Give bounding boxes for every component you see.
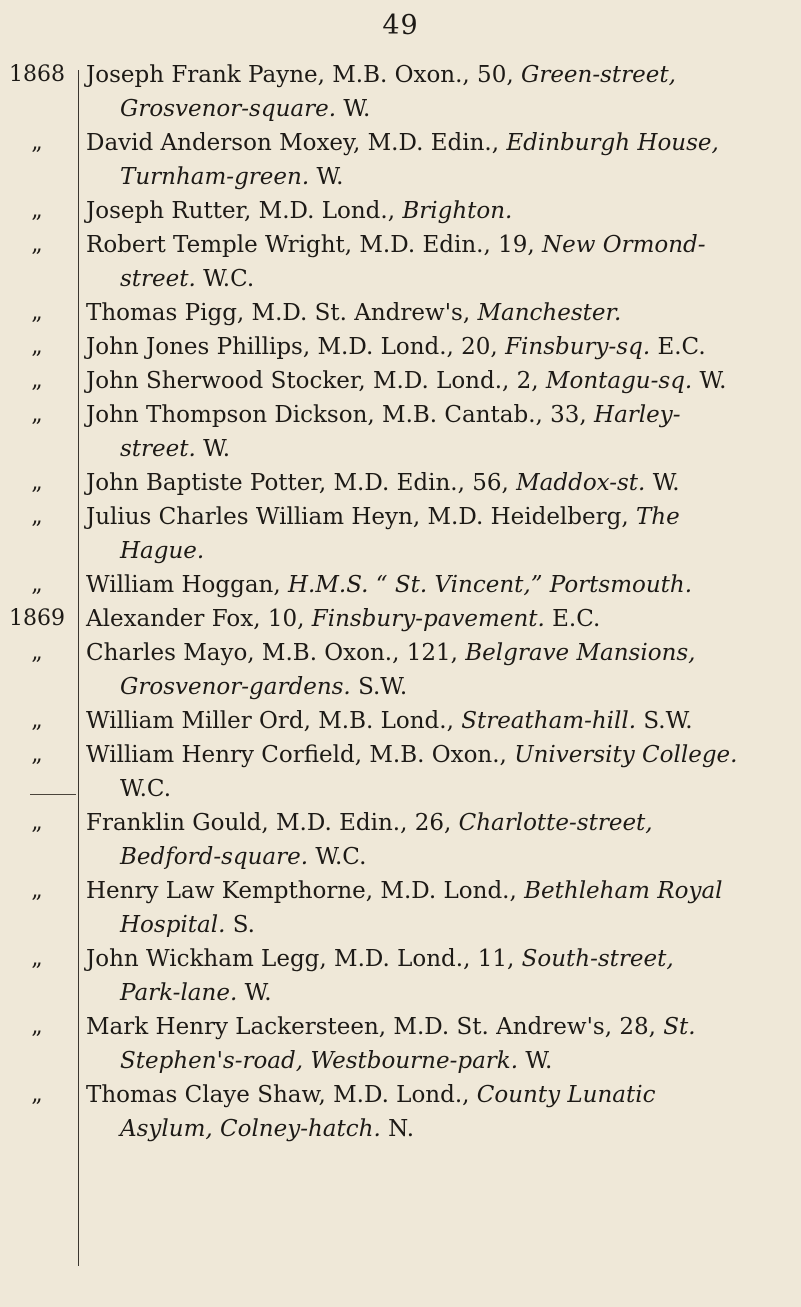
entry-text [86, 58, 776, 126]
member-address-continued: street. [120, 266, 196, 292]
list-item [0, 738, 801, 806]
entry-text [86, 1078, 776, 1146]
entry-text [86, 942, 776, 1010]
member-address: H.M.S. “ St. Vincent,” Portsmouth. [288, 572, 693, 598]
postal-district: W.C. [315, 844, 367, 870]
member-name: David Anderson Moxey, M.D. Edin., [86, 130, 500, 156]
list-item [0, 704, 801, 738]
entry-year: „ [31, 742, 43, 767]
member-address: Green-street, [520, 62, 676, 88]
member-name: Mark Henry Lackersteen, M.D. St. Andrew's, 28, [86, 1014, 656, 1040]
member-address-continued: Hospital. [120, 912, 226, 938]
postal-district: N. [388, 1116, 415, 1142]
entry-text [86, 568, 776, 602]
postal-district: W.C. [120, 776, 172, 802]
entry-text [86, 1010, 776, 1078]
entry-year: „ [31, 130, 43, 155]
member-address-continued: Stephen's-road, Westbourne-park. [120, 1048, 519, 1074]
entry-year: „ [31, 878, 43, 903]
list-item [0, 126, 801, 194]
list-item [0, 364, 801, 398]
member-name: Thomas Pigg, M.D. St. Andrew's, [86, 300, 471, 326]
member-name: Henry Law Kempthorne, M.D. Lond., [86, 878, 517, 904]
list-item [0, 330, 801, 364]
postal-district: S.W. [643, 708, 693, 734]
postal-district: S.W. [358, 674, 408, 700]
member-name: William Henry Corfield, M.B. Oxon., [86, 742, 507, 768]
member-name: John Wickham Legg, M.D. Lond., 11, [86, 946, 515, 972]
member-name: William Miller Ord, M.B. Lond., [86, 708, 454, 734]
entry-text [86, 398, 776, 466]
member-name: Franklin Gould, M.D. Edin., 26, [86, 810, 452, 836]
entry-year: „ [31, 232, 43, 257]
entry-year: „ [31, 198, 43, 223]
member-address: Maddox-st. [516, 470, 646, 496]
entry-year: „ [31, 504, 43, 529]
entry-year: „ [31, 470, 43, 495]
entry-text [86, 602, 776, 636]
entry-text [86, 364, 776, 398]
member-address-continued: Park-lane. [120, 980, 238, 1006]
member-address: Bethleham Royal [524, 878, 723, 904]
postal-district: W. [244, 980, 272, 1006]
member-name: John Sherwood Stocker, M.D. Lond., 2, [86, 368, 539, 394]
member-address-continued: Asylum, Colney-hatch. [120, 1116, 381, 1142]
list-item [0, 500, 801, 568]
list-item [0, 806, 801, 874]
member-name: Charles Mayo, M.B. Oxon., 121, [86, 640, 458, 666]
member-name: John Jones Phillips, M.D. Lond., 20, [86, 334, 498, 360]
member-address: Edinburgh House, [506, 130, 719, 156]
list-item [0, 636, 801, 704]
member-address: The [635, 504, 680, 530]
member-address-continued: Turnham-green. [120, 164, 310, 190]
member-address: Manchester. [477, 300, 622, 326]
member-address-continued: Bedford-square. [120, 844, 309, 870]
member-address: Harley- [594, 402, 681, 428]
entry-year: „ [31, 1014, 43, 1039]
member-name: Joseph Frank Payne, M.B. Oxon., 50, [86, 62, 514, 88]
member-address: Finsbury-sq. [505, 334, 651, 360]
member-address-continued: Grosvenor-gardens. [120, 674, 351, 700]
entry-text [86, 806, 776, 874]
page-number: 49 [382, 10, 419, 41]
entry-year: „ [31, 572, 43, 597]
list-item [0, 296, 801, 330]
postal-district: W. [525, 1048, 553, 1074]
member-address: Finsbury-pavement. [311, 606, 545, 632]
member-name: Thomas Claye Shaw, M.D. Lond., [86, 1082, 470, 1108]
entry-text [86, 194, 776, 228]
entry-text [86, 704, 776, 738]
member-address: St. [663, 1014, 696, 1040]
entry-text [86, 738, 776, 806]
member-address: New Ormond- [542, 232, 706, 258]
member-list [0, 58, 801, 1146]
entry-year: „ [31, 946, 43, 971]
member-address: County Lunatic [476, 1082, 656, 1108]
entry-year: 1869 [9, 606, 65, 631]
list-item [0, 874, 801, 942]
member-address: Brighton. [402, 198, 513, 224]
postal-district: W. [316, 164, 344, 190]
list-item [0, 466, 801, 500]
entry-year: „ [31, 708, 43, 733]
member-name: Alexander Fox, 10, [86, 606, 305, 632]
postal-district: W.C. [203, 266, 255, 292]
postal-district: W. [652, 470, 680, 496]
list-item [0, 58, 801, 126]
member-address-continued: Hague. [120, 538, 205, 564]
list-item [0, 568, 801, 602]
entry-text [86, 636, 776, 704]
postal-district: W. [343, 96, 371, 122]
list-item [0, 1078, 801, 1146]
member-address: Streatham-hill. [461, 708, 637, 734]
entry-year: „ [31, 368, 43, 393]
list-item [0, 602, 801, 636]
entry-text [86, 228, 776, 296]
member-name: John Baptiste Potter, M.D. Edin., 56, [86, 470, 509, 496]
member-address: Belgrave Mansions, [465, 640, 696, 666]
entry-year: 1868 [9, 62, 65, 87]
postal-district: W. [699, 368, 727, 394]
member-address: South-street, [521, 946, 674, 972]
postal-district: S. [232, 912, 255, 938]
postal-district: W. [203, 436, 231, 462]
member-address-continued: street. [120, 436, 196, 462]
postal-district: E.C. [552, 606, 601, 632]
entry-year: „ [31, 334, 43, 359]
member-name: Robert Temple Wright, M.D. Edin., 19, [86, 232, 535, 258]
entry-year: „ [31, 402, 43, 427]
entry-text [86, 500, 776, 568]
entry-text [86, 126, 776, 194]
member-name: Joseph Rutter, M.D. Lond., [86, 198, 396, 224]
entry-text [86, 330, 776, 364]
entry-year: „ [31, 1082, 43, 1107]
member-address: Montagu-sq. [545, 368, 693, 394]
entry-text [86, 466, 776, 500]
member-name: John Thompson Dickson, M.B. Cantab., 33, [86, 402, 587, 428]
entry-year: „ [31, 810, 43, 835]
member-address-continued: Grosvenor-square. [120, 96, 337, 122]
entry-year: „ [31, 300, 43, 325]
list-item [0, 194, 801, 228]
list-item [0, 942, 801, 1010]
list-item [0, 1010, 801, 1078]
entry-text [86, 874, 776, 942]
postal-district: E.C. [657, 334, 706, 360]
member-name: Julius Charles William Heyn, M.D. Heidelberg, [86, 504, 629, 530]
entry-year: „ [31, 640, 43, 665]
entry-text [86, 296, 776, 330]
member-name: William Hoggan, [86, 572, 281, 598]
member-address: Charlotte-street, [458, 810, 653, 836]
list-item [0, 228, 801, 296]
member-address: University College. [514, 742, 738, 768]
list-item [0, 398, 801, 466]
